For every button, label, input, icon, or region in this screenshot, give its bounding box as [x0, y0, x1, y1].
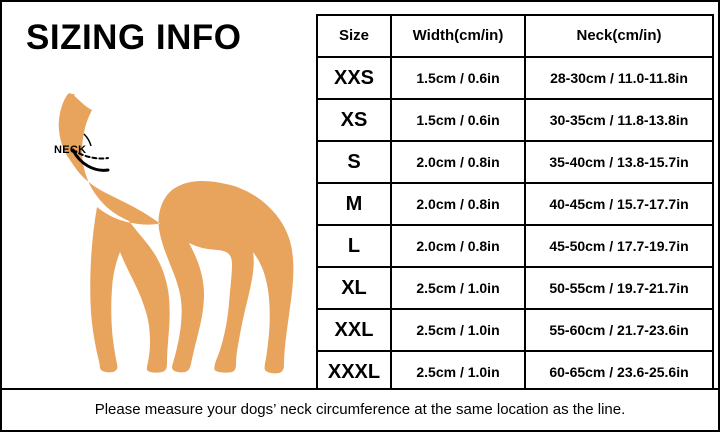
dog-silhouette: [12, 72, 312, 382]
cell-width: 2.0cm / 0.8in: [391, 141, 525, 183]
cell-width: 1.5cm / 0.6in: [391, 99, 525, 141]
cell-size: XXL: [317, 309, 391, 351]
cell-width: 2.5cm / 1.0in: [391, 267, 525, 309]
column-header-neck: Neck(cm/in): [525, 15, 713, 57]
left-panel: [2, 2, 314, 394]
table-row: [317, 309, 713, 351]
cell-neck: 30-35cm / 11.8-13.8in: [525, 99, 713, 141]
cell-size: M: [317, 183, 391, 225]
cell-size: XXS: [317, 57, 391, 99]
cell-size: XS: [317, 99, 391, 141]
column-header-width: Width(cm/in): [391, 15, 525, 57]
cell-neck: 28-30cm / 11.0-11.8in: [525, 57, 713, 99]
cell-width: 2.0cm / 0.8in: [391, 225, 525, 267]
cell-neck: 40-45cm / 15.7-17.7in: [525, 183, 713, 225]
table-row: [317, 57, 713, 99]
table-row: [317, 99, 713, 141]
cell-neck: 55-60cm / 21.7-23.6in: [525, 309, 713, 351]
table-row: [317, 183, 713, 225]
cell-size: XL: [317, 267, 391, 309]
cell-size: S: [317, 141, 391, 183]
size-table: [316, 14, 714, 394]
cell-width: 2.0cm / 0.8in: [391, 183, 525, 225]
page-title: SIZING INFO: [26, 18, 242, 57]
neck-label: NECK: [54, 144, 87, 156]
column-header-size: Size: [317, 15, 391, 57]
cell-neck: 50-55cm / 19.7-21.7in: [525, 267, 713, 309]
measurement-instruction: Please measure your dogs’ neck circumference at the same location as the line.: [2, 388, 718, 430]
cell-width: 1.5cm / 0.6in: [391, 57, 525, 99]
cell-neck: 60-65cm / 23.6-25.6in: [525, 351, 713, 393]
cell-neck: 45-50cm / 17.7-19.7in: [525, 225, 713, 267]
table-row: [317, 141, 713, 183]
table-row: [317, 225, 713, 267]
cell-size: L: [317, 225, 391, 267]
size-table-container: [316, 14, 706, 384]
cell-size: XXXL: [317, 351, 391, 393]
table-header-row: [317, 15, 713, 57]
cell-width: 2.5cm / 1.0in: [391, 309, 525, 351]
table-row: [317, 351, 713, 393]
cell-neck: 35-40cm / 13.8-15.7in: [525, 141, 713, 183]
table-row: [317, 267, 713, 309]
cell-width: 2.5cm / 1.0in: [391, 351, 525, 393]
